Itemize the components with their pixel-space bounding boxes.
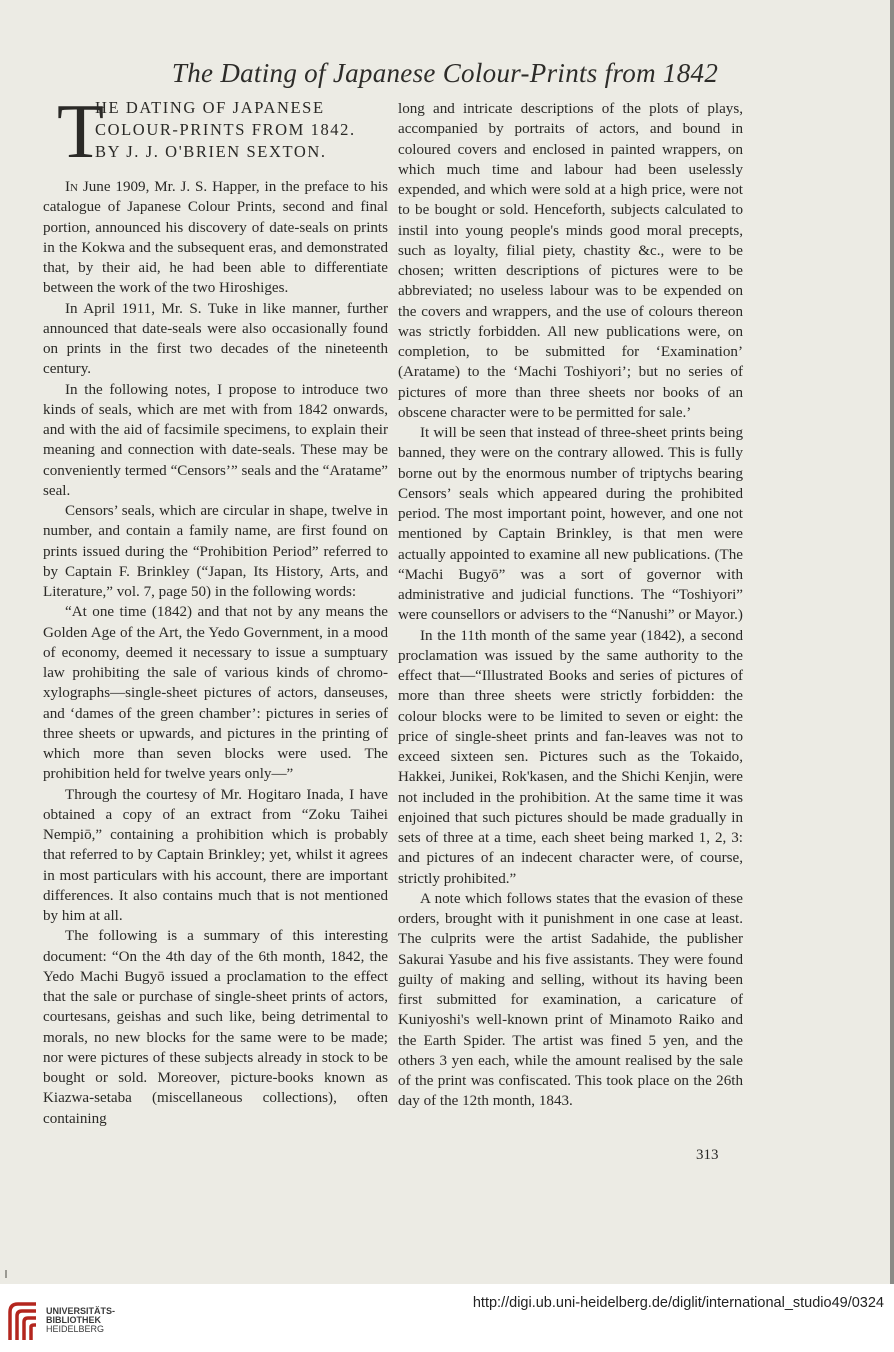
paragraph: In the 11th month of the same year (1842), a second proclamation was issued by the same authority to the effect that—“Illustrated Books and series of pictures of more than three sheets were strictly forbidden: the colour blocks were to be limited to seven or eight: the price of single-sheet prints and fan-leaves was not to exceed sixteen sen. Pictures such as the Tokaido, Hakkei, Junikei, Rok'kasen, and the Shichi Kenjin, were not included in the prohibition. At the same time it was enjoined that such pictures should be made gradually in sets of three at a time, each sheet being marked 1, 2, 3: and pictures of an indecent character were, of course, strictly prohibited.” [398,627,743,887]
paragraph: In April 1911, Mr. S. Tuke in like manner, further announced that date-seals were also occasionally found on prints in the first two decades of the nineteenth century. [43,300,388,378]
right-column [398,99,743,1112]
byline: BY J. J. O'BRIEN SEXTON. [95,142,327,161]
paragraph: Through the courtesy of Mr. Hogitaro Inada, I have obtained a copy of an extract from “Zoku Taihei Nempiō,” containing a prohibition which is probably that referred to by Captain Brinkley; yet, whilst it agrees in most particulars with his account, there are important differences. It also contains much that is not mentioned by him at all. [43,786,388,924]
article-title [43,88,388,174]
page-number: 313 [696,1147,719,1163]
title-line-2: COLOUR-PRINTS FROM 1842. [95,120,356,139]
library-name-line: UNIVERSITÄTS- [46,1306,116,1316]
paragraph: Censors’ seals, which are circular in shape, twelve in number, and contain a family name, are first found on prints issued during the “Prohibition Period” referred to by Captain F. Brinkley (“Japan, Its History, Arts, and Literature,” vol. 7, page 50) in the following words: [43,503,388,600]
ub-heidelberg-logo-icon[interactable] [6,1300,42,1344]
running-head: The Dating of Japanese Colour-Prints from 1842 [171,58,719,88]
library-name-line: BIBLIOTHEK [46,1315,101,1325]
paragraph: long and intricate descriptions of the plots of plays, accompanied by portraits of actors, and bound in coloured covers and enclosed in painted wrappers, on which much time and labour had been uselessly expended, and which were sold at a high price, were not to be bought or sold. Henceforth, subjects calculated to instil into young people's minds good moral precepts, such as loyalty, filial piety, chastity &c., were to be chosen; written descriptions of pictures were to be abbreviated; no useless labour was to be expended on the covers and wrappers, and the use of colours thereon was strictly forbidden. All new publications were, on completion, to be submitted for ‘Examination’ (Aratame) to the ‘Machi Toshiyori’; but no series of pictures of more than three sheets nor books of an obscene character were to be permitted for sale.’ [398,101,743,421]
paragraph: “At one time (1842) and that not by any means the Golden Age of the Art, the Yedo Government, in a mood of economy, deemed it necessary to issue a sumptuary law prohibiting the sale of various kinds of chromo-xylographs—single-sheet pictures of actors, danseuses, and ‘dames of the green chamber’: pictures in series of three sheets or upwards, and pictures in the printing of which more than seven blocks were used. The prohibition held for twelve years only—” [43,604,388,783]
paragraph: A note which follows states that the evasion of these orders, brought with it punishment in one case at least. The culprits were the artist Sadahide, the publisher Sakurai Yasube and his five assistants. They were found guilty of making and selling, without its having been first submitted for examination, a caricature of Kuniyoshi's well-known print of Minamoto Raiko and the Earth Spider. The artist was fined 5 yen, and the others 3 yen each, while the amount realised by the sale of the print was confiscated. This took place on the 26th day of the 12th month, 1843. [398,890,743,1110]
viewer-footer [0,1284,894,1352]
scan-artifact [5,1270,7,1278]
title-line-1: HE DATING OF JAPANESE [95,98,325,117]
library-name-line: HEIDELBERG [46,1324,105,1334]
paragraph: In the following notes, I propose to introduce two kinds of seals, which are met with from 1842 onwards, and with the aid of facsimile specimens, to explain their meaning and connection with date-seals. These may be conveniently termed “Censors’” seals and the “Aratame” seal. [43,381,388,499]
paragraph: It will be seen that instead of three-sheet prints being banned, they were on the contrary allowed. This is fully borne out by the enormous number of triptychs bearing Censors’ seals which appeared during the prohibited period. The most important point, however, and one not mentioned by Captain Brinkley, is that men were actually appointed to examine all new publications. (The “Machi Bugyō” was a sort of governor with administrative and judicial functions. The “Toshiyori” were counsellors or advisers to the “Nanushi” or Mayor.) [398,425,743,624]
paragraph-lead: In [65,179,78,195]
permalink-url[interactable]: http://digi.ub.uni-heidelberg.de/diglit/international_studio49/0324 [472,1295,884,1311]
drop-cap: T [57,88,105,174]
paragraph: The following is a summary of this interesting document: “On the 4th day of the 6th month, 1842, the Yedo Machi Bugyō issued a proclamation to the effect that the sale or purchase of single-sheet prints of actors, courtesans, geishas and such like, being detrimental to morals, no new blocks for the same were to be made; nor were pictures of these subjects already in stock to be bought or sold. Moreover, picture-books known as Kiazwa-setaba (miscellaneous collections), often containing [43,928,388,1127]
paragraph-text: June 1909, Mr. J. S. Happer, in the preface to his catalogue of Japanese Colour Prints, second and final portion, announced his discovery of date-seals on prints in the Kokwa and the subsequent eras, and demonstrated that, by their aid, he had been able to differentiate between the work of the two Hiroshiges. [43,179,388,297]
left-column [43,88,388,1129]
paragraph [43,177,388,299]
